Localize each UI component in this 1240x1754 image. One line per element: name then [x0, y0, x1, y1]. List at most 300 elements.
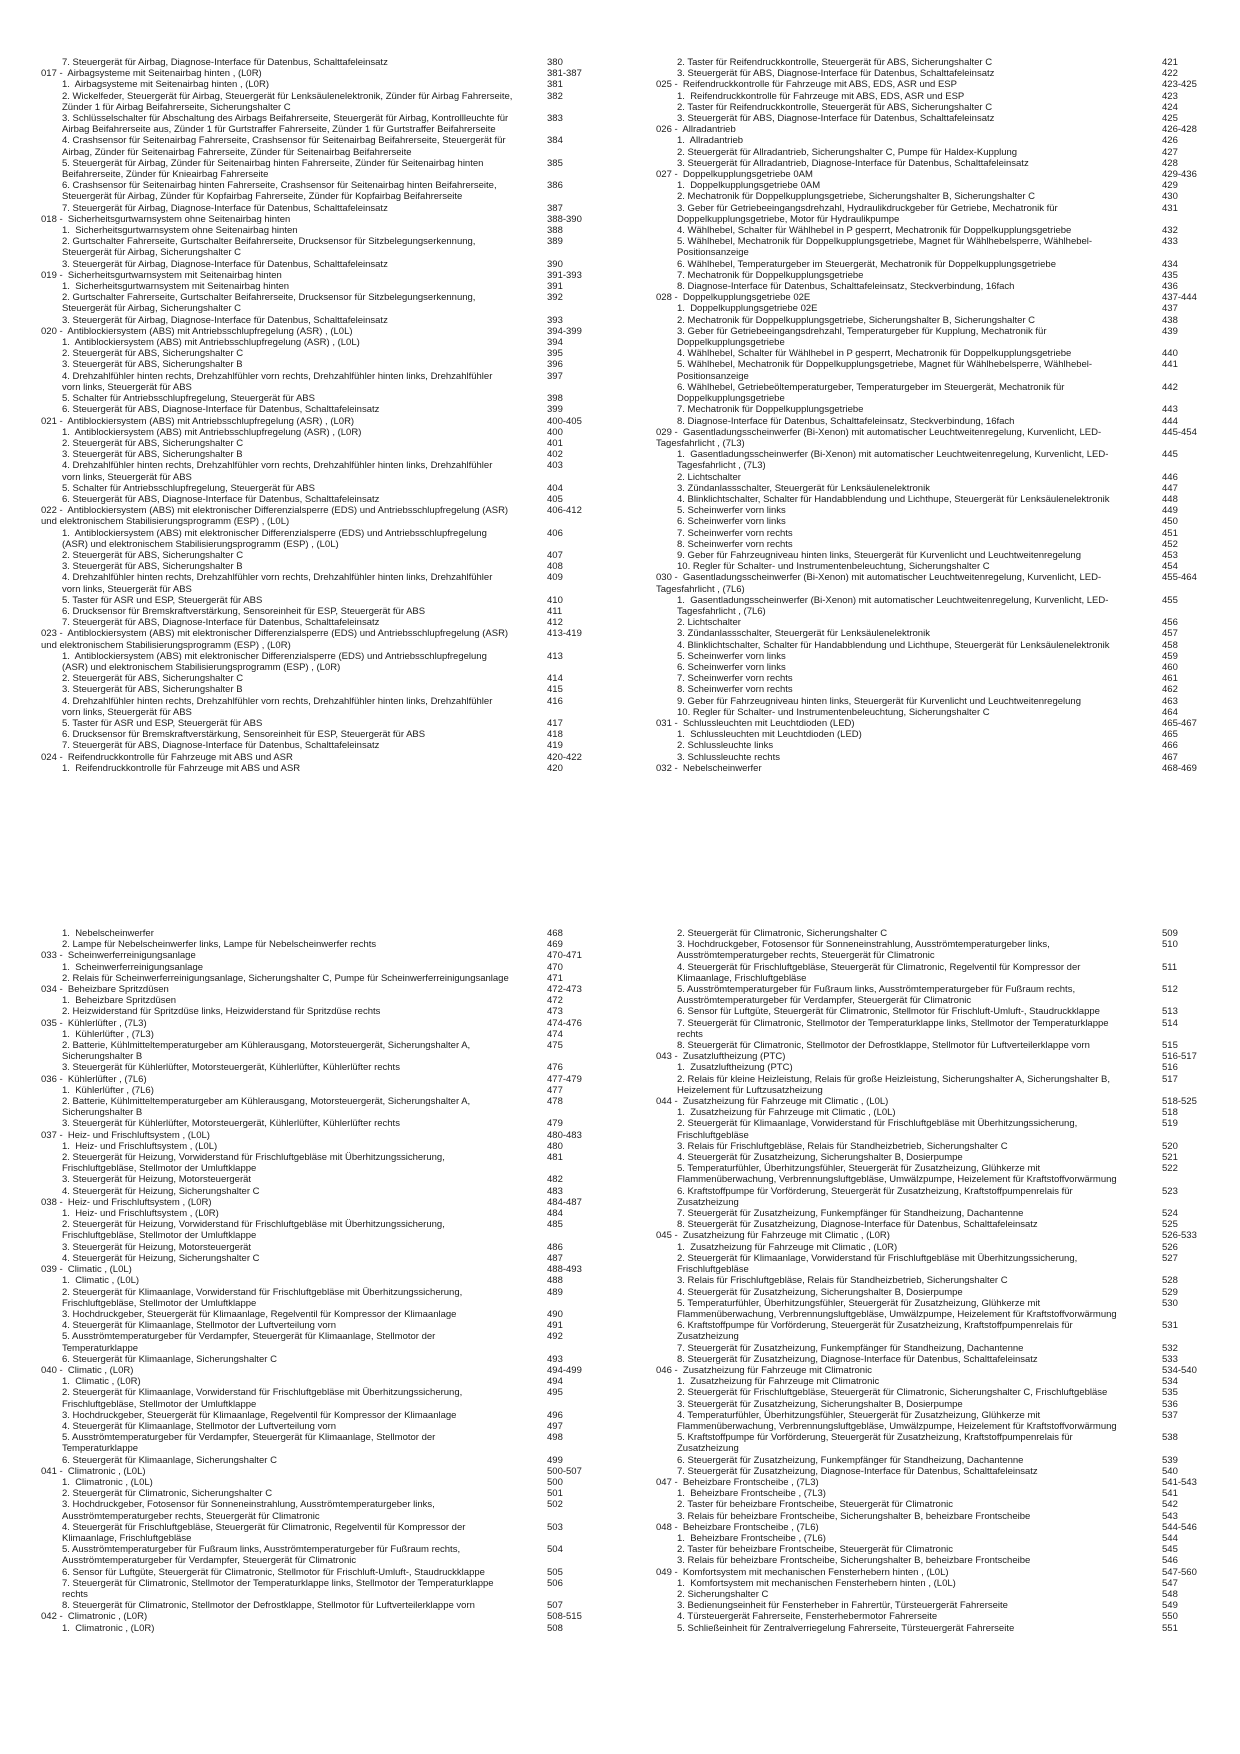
entry-text: 3. Bedienungseinheit für Fensterheber in Fahrertür, Türsteuergerät Fahrerseite	[677, 1600, 1008, 1612]
entry-page-number: 450	[1162, 516, 1178, 528]
entry-page-number: 536	[1162, 1398, 1178, 1410]
index-item-entry	[41, 1578, 603, 1600]
index-column-bottom-right	[656, 928, 1218, 1634]
index-item-entry	[41, 158, 603, 180]
index-section-entry	[656, 169, 1218, 180]
entry-page-number: 398	[547, 393, 563, 405]
entry-text: 2. Relais für Scheinwerferreinigungsanlage, Sicherungshalter C, Pumpe für Scheinwerferreinigungsanlage	[62, 972, 509, 984]
entry-page-number: 423-425	[1162, 79, 1197, 91]
index-item-entry	[41, 696, 603, 718]
entry-page-number: 475	[547, 1040, 563, 1052]
entry-text: 1. Heiz- und Frischluftsystem , (L0R)	[62, 1208, 219, 1220]
entry-text: 1. Gasentladungsscheinwerfer (Bi-Xenon) mit automatischer Leuchtweitenregelung, Kurvenlicht, LED-Tagesfahrlicht , (7L6)	[677, 594, 1109, 617]
entry-text: 2. Taster für Reifendruckkontrolle, Steuergerät für ABS, Sicherungshalter C	[677, 57, 993, 68]
index-item-entry	[656, 528, 1218, 539]
index-section-entry	[656, 1365, 1218, 1376]
entry-page-number: 392	[547, 292, 563, 304]
entry-text: 1. Antiblockiersystem (ABS) mit elektronischer Differenzialsperre (EDS) und Antriebsschlupfregelung (ASR) und elektronischem Stabilisierungsprogramm (ESP) , (L0R)	[62, 650, 490, 673]
index-item-entry	[41, 595, 603, 606]
entry-text: 3. Hochdruckgeber, Fotosensor für Sonneneinstrahlung, Ausströmtemperaturgeber links, Ausströmtemperaturgeber rechts, Steuergerät für Climatronic	[677, 939, 1052, 962]
entry-page-number: 480	[547, 1140, 563, 1152]
index-item-entry	[656, 561, 1218, 572]
entry-page-number: 413	[547, 650, 563, 662]
index-item-entry	[656, 449, 1218, 471]
index-item-entry	[41, 225, 603, 236]
entry-text: 1. Reifendruckkontrolle für Fahrzeuge mit ABS und ASR	[62, 762, 301, 774]
entry-page-number: 389	[547, 236, 563, 248]
entry-page-number: 401	[547, 437, 563, 449]
entry-page-number: 480-483	[547, 1129, 582, 1141]
index-item-entry	[41, 1253, 603, 1264]
entry-text: 1. Antiblockiersystem (ABS) mit Antriebsschlupfregelung (ASR) , (L0R)	[62, 426, 362, 438]
entry-text: 7. Scheinwerfer vorn rechts	[677, 673, 793, 685]
index-item-entry	[41, 962, 603, 973]
index-item-entry	[656, 135, 1218, 146]
index-item-entry	[656, 472, 1218, 483]
entry-text: 7. Steuergerät für Climatronic, Stellmotor der Temperaturklappe links, Stellmotor der Temperaturklappe rechts	[62, 1577, 497, 1600]
entry-text: 3. Schlüsselschalter für Abschaltung des Airbags Beifahrerseite, Steuergerät für Airbag, Kontrollleuchte für Airbag Beifahrerseite aus, Zünder 1 für Gurtstraffer Fahrerseite, Zünder 1 für Gurtstraffer Beifahrerseite	[62, 113, 511, 136]
entry-text: 1. Scheinwerferreinigungsanlage	[62, 961, 204, 973]
entry-page-number: 522	[1162, 1163, 1178, 1175]
entry-text: 6. Kraftstoffpumpe für Vorförderung, Steuergerät für Zusatzheizung, Kraftstoffpumpenrelais für Zusatzheizung	[677, 1320, 1076, 1343]
entry-text: 034 - Beheizbare Spritzdüsen	[41, 984, 169, 996]
index-item-entry	[41, 236, 603, 258]
index-item-entry	[656, 1074, 1218, 1096]
entry-page-number: 541-543	[1162, 1476, 1197, 1488]
entry-page-number: 444	[1162, 415, 1178, 427]
entry-text: 2. Steuergerät für ABS, Sicherungshalter C	[62, 348, 244, 360]
entry-page-number: 410	[547, 594, 563, 606]
entry-text: 1. Zusatzheizung für Fahrzeuge mit Climatic , (L0L)	[677, 1107, 896, 1119]
index-item-entry	[656, 270, 1218, 281]
entry-page-number: 502	[547, 1499, 563, 1511]
entry-text: 8. Steuergerät für Zusatzheizung, Diagnose-Interface für Datenbus, Schalttafeleinsatz	[677, 1219, 1038, 1231]
entry-page-number: 455-464	[1162, 572, 1197, 584]
entry-page-number: 422	[1162, 68, 1178, 80]
entry-text: 2. Steuergerät für Klimaanlage, Vorwiderstand für Frischluftgebläse mit Überhitzungssicherung, Frischluftgebläse	[677, 1118, 1080, 1141]
entry-page-number: 479	[547, 1118, 563, 1130]
index-item-entry	[41, 1096, 603, 1118]
index-section-entry	[656, 124, 1218, 135]
entry-page-number: 457	[1162, 628, 1178, 640]
entry-page-number: 394	[547, 337, 563, 349]
entry-page-number: 411	[547, 605, 563, 617]
entry-page-number: 517	[1162, 1073, 1178, 1085]
entry-page-number: 509	[1162, 928, 1178, 939]
entry-text: 2. Steuergerät für Klimaanlage, Vorwiderstand für Frischluftgebläse mit Überhitzungssicherung, Frischluftgebläse, Stellmotor der Umluftklappe	[62, 1286, 465, 1309]
entry-text: 7. Steuergerät für ABS, Diagnose-Interface für Datenbus, Schalttafeleinsatz	[62, 617, 380, 629]
entry-text: 4. Steuergerät für Heizung, Sicherungshalter C	[62, 1252, 260, 1264]
entry-page-number: 477-479	[547, 1073, 582, 1085]
entry-page-number: 507	[547, 1600, 563, 1612]
entry-text: 1. Heiz- und Frischluftsystem , (L0L)	[62, 1140, 218, 1152]
entry-text: 019 - Sicherheitsgurtwarnsystem mit Seitenairbag hinten	[41, 269, 282, 281]
entry-text: 049 - Komfortsystem mit mechanischen Fensterhebern hinten , (L0L)	[656, 1566, 949, 1578]
index-item-entry	[656, 1343, 1218, 1354]
index-item-entry	[41, 1567, 603, 1578]
index-item-entry	[656, 1320, 1218, 1342]
index-item-entry	[41, 1186, 603, 1197]
entry-page-number: 442	[1162, 381, 1178, 393]
entry-page-number: 524	[1162, 1208, 1178, 1220]
entry-text: 1. Komfortsystem mit mechanischen Fensterhebern hinten , (L0L)	[677, 1577, 956, 1589]
index-item-entry	[656, 984, 1218, 1006]
index-item-entry	[41, 460, 603, 482]
entry-text: 2. Gurtschalter Fahrerseite, Gurtschalter Beifahrerseite, Drucksensor für Sitzbelegungserkennung, Steuergerät für Airbag, Sicherungshalter C	[62, 292, 479, 315]
entry-text: 10. Regler für Schalter- und Instrumentenbeleuchtung, Sicherungshalter C	[677, 561, 990, 573]
entry-text: 3. Steuergerät für Kühlerlüfter, Motorsteuergerät, Kühlerlüfter, Kühlerlüfter rechts	[62, 1118, 400, 1130]
index-item-entry	[41, 1006, 603, 1017]
index-item-entry	[656, 740, 1218, 751]
entry-text: 6. Steuergerät für Klimaanlage, Sicherungshalter C	[62, 1353, 277, 1365]
entry-page-number: 382	[547, 90, 563, 102]
entry-text: 1. Antiblockiersystem (ABS) mit Antriebsschlupfregelung (ASR) , (L0L)	[62, 337, 360, 349]
entry-page-number: 427	[1162, 146, 1178, 158]
entry-page-number: 497	[547, 1420, 563, 1432]
entry-page-number: 492	[547, 1331, 563, 1343]
entry-text: 8. Steuergerät für Climatronic, Stellmotor der Defrostklappe, Stellmotor für Luftverteilerklappe vorn	[62, 1600, 475, 1612]
index-item-entry	[41, 180, 603, 202]
entry-text: 4. Wählhebel, Schalter für Wählhebel in P gesperrt, Mechatronik für Doppelkupplungsgetriebe	[677, 348, 1072, 360]
index-item-entry	[656, 550, 1218, 561]
entry-page-number: 547-560	[1162, 1566, 1197, 1578]
index-item-entry	[656, 1253, 1218, 1275]
entry-page-number: 539	[1162, 1454, 1178, 1466]
index-item-entry	[41, 1118, 603, 1129]
index-item-entry	[656, 1555, 1218, 1566]
entry-text: 3. Hochdruckgeber, Steuergerät für Klimaanlage, Regelventil für Kompressor der Klimaanlage	[62, 1308, 457, 1320]
entry-page-number: 388-390	[547, 213, 582, 225]
entry-page-number: 466	[1162, 740, 1178, 752]
index-item-entry	[41, 393, 603, 404]
entry-page-number: 424	[1162, 101, 1178, 113]
index-item-entry	[656, 539, 1218, 550]
entry-page-number: 404	[547, 482, 563, 494]
index-item-entry	[656, 939, 1218, 961]
index-item-entry	[41, 337, 603, 348]
index-item-entry	[41, 606, 603, 617]
entry-text: 6. Steuergerät für Klimaanlage, Sicherungshalter C	[62, 1454, 277, 1466]
entry-text: 032 - Nebelscheinwerfer	[656, 762, 762, 774]
entry-text: 2. Steuergerät für Climatronic, Sicherungshalter C	[677, 928, 888, 939]
index-item-entry	[41, 740, 603, 751]
index-item-entry	[656, 595, 1218, 617]
entry-text: 1. Nebelscheinwerfer	[62, 928, 154, 939]
entry-text: 039 - Climatic , (L0L)	[41, 1264, 132, 1276]
entry-page-number: 491	[547, 1320, 563, 1332]
entry-text: 1. Airbagsysteme mit Seitenairbag hinten , (L0R)	[62, 79, 269, 91]
entry-text: 042 - Climatronic , (L0R)	[41, 1611, 148, 1623]
entry-text: 9. Geber für Fahrzeugniveau hinten links, Steuergerät für Kurvenlicht und Leuchtweitenregelung	[677, 549, 1081, 561]
entry-text: 10. Regler für Schalter- und Instrumentenbeleuchtung, Sicherungshalter C	[677, 706, 990, 718]
index-item-entry	[41, 684, 603, 695]
entry-page-number: 474-476	[547, 1017, 582, 1029]
entry-text: 5. Schließeinheit für Zentralverriegelung Fahrerseite, Türsteuergerät Fahrerseite	[677, 1622, 1015, 1634]
index-item-entry	[656, 1219, 1218, 1230]
index-section-entry	[41, 326, 603, 337]
index-item-entry	[41, 1410, 603, 1421]
entry-text: 020 - Antiblockiersystem (ABS) mit Antriebsschlupfregelung (ASR) , (L0L)	[41, 325, 353, 337]
entry-text: 6. Scheinwerfer vorn links	[677, 661, 786, 673]
entry-page-number: 440	[1162, 348, 1178, 360]
index-section-entry	[41, 505, 603, 527]
index-item-entry	[656, 1488, 1218, 1499]
entry-page-number: 534	[1162, 1376, 1178, 1388]
index-section-entry	[656, 572, 1218, 594]
entry-text: 4. Crashsensor für Seitenairbag Fahrerseite, Crashsensor für Seitenairbag Beifahrerseite, Steuergerät für Airbag, Zünder für Seitenairbag Fahrerseite, Zünder für Seitenairbag Beifahrerseite	[62, 135, 508, 158]
entry-page-number: 531	[1162, 1320, 1178, 1332]
entry-page-number: 520	[1162, 1140, 1178, 1152]
entry-page-number: 485	[547, 1219, 563, 1231]
entry-text: 3. Schlussleuchte rechts	[677, 751, 780, 763]
index-item-entry	[41, 449, 603, 460]
entry-page-number: 462	[1162, 684, 1178, 696]
entry-text: 3. Steuergerät für Airbag, Diagnose-Interface für Datenbus, Schalttafeleinsatz	[62, 314, 388, 326]
entry-text: 4. Steuergerät für Klimaanlage, Stellmotor der Luftverteilung vorn	[62, 1320, 337, 1332]
index-item-entry	[656, 1623, 1218, 1634]
entry-page-number: 448	[1162, 493, 1178, 505]
index-item-entry	[656, 147, 1218, 158]
entry-page-number: 430	[1162, 191, 1178, 203]
entry-text: 5. Schalter für Antriebsschlupfregelung, Steuergerät für ABS	[62, 482, 315, 494]
entry-page-number: 460	[1162, 661, 1178, 673]
entry-page-number: 453	[1162, 549, 1178, 561]
index-item-entry	[656, 1040, 1218, 1051]
index-item-entry	[41, 1152, 603, 1174]
entry-page-number: 500-507	[547, 1465, 582, 1477]
index-section-entry	[656, 427, 1218, 449]
index-item-entry	[41, 1141, 603, 1152]
entry-page-number: 419	[547, 740, 563, 752]
index-section-entry	[656, 1096, 1218, 1107]
index-item-entry	[656, 1208, 1218, 1219]
entry-text: 3. Zündanlassschalter, Steuergerät für Lenksäulenelektronik	[677, 482, 930, 494]
entry-text: 6. Scheinwerfer vorn links	[677, 516, 786, 528]
entry-page-number: 476	[547, 1062, 563, 1074]
entry-text: 2. Heizwiderstand für Spritzdüse links, Heizwiderstand für Spritzdüse rechts	[62, 1006, 381, 1018]
index-item-entry	[656, 1511, 1218, 1522]
index-item-entry	[41, 259, 603, 270]
entry-page-number: 463	[1162, 695, 1178, 707]
index-section-entry	[41, 270, 603, 281]
index-item-entry	[41, 1477, 603, 1488]
entry-page-number: 503	[547, 1521, 563, 1533]
index-section-entry	[41, 1197, 603, 1208]
entry-page-number: 391	[547, 281, 563, 293]
entry-page-number: 385	[547, 157, 563, 169]
index-item-entry	[41, 1174, 603, 1185]
index-item-entry	[41, 1544, 603, 1566]
entry-page-number: 537	[1162, 1409, 1178, 1421]
entry-page-number: 464	[1162, 706, 1178, 718]
entry-page-number: 395	[547, 348, 563, 360]
entry-text: 5. Ausströmtemperaturgeber für Verdampfer, Steuergerät für Klimaanlage, Stellmotor der Temperaturklappe	[62, 1331, 438, 1354]
entry-page-number: 474	[547, 1028, 563, 1040]
index-item-entry	[41, 57, 603, 68]
entry-text: 6. Sensor für Luftgüte, Steuergerät für Climatronic, Stellmotor für Frischluft-Umluft-, Staudruckklappe	[677, 1006, 1100, 1018]
entry-text: 2. Steuergerät für Allradantrieb, Sicherungshalter C, Pumpe für Haldex-Kupplung	[677, 146, 1018, 158]
entry-text: 3. Steuergerät für Allradantrieb, Diagnose-Interface für Datenbus, Schalttafeleinsatz	[677, 157, 1029, 169]
index-item-entry	[656, 1376, 1218, 1387]
entry-text: 5. Ausströmtemperaturgeber für Fußraum links, Ausströmtemperaturgeber für Fußraum rechts, Ausströmtemperaturgeber für Verdampfer, Steuergerät für Climatronic	[62, 1544, 463, 1567]
entry-text: 5. Taster für ASR und ESP, Steuergerät für ABS	[62, 717, 263, 729]
index-item-entry	[41, 729, 603, 740]
entry-text: 5. Schalter für Antriebsschlupfregelung, Steuergerät für ABS	[62, 393, 315, 405]
entry-text: 3. Steuergerät für Airbag, Diagnose-Interface für Datenbus, Schalttafeleinsatz	[62, 258, 388, 270]
index-item-entry	[656, 180, 1218, 191]
index-item-entry	[656, 1578, 1218, 1589]
entry-text: 2. Batterie, Kühlmitteltemperaturgeber am Kühlerausgang, Motorsteuergerät, Sicherungshalter A, Sicherungshalter B	[62, 1040, 473, 1063]
entry-page-number: 544-546	[1162, 1521, 1197, 1533]
index-section-entry	[656, 292, 1218, 303]
index-item-entry	[41, 1623, 603, 1634]
index-item-entry	[656, 1118, 1218, 1140]
entry-page-number: 429	[1162, 180, 1178, 192]
index-item-entry	[656, 1399, 1218, 1410]
entry-page-number: 416	[547, 695, 563, 707]
index-section-entry	[656, 1051, 1218, 1062]
index-item-entry	[41, 973, 603, 984]
entry-text: 045 - Zusatzheizung für Fahrzeuge mit Climatic , (L0R)	[656, 1230, 890, 1242]
index-item-entry	[656, 1152, 1218, 1163]
entry-page-number: 445-454	[1162, 426, 1197, 438]
entry-text: 023 - Antiblockiersystem (ABS) mit elektronischer Differenzialsperre (EDS) und Antriebsschlupfregelung (ASR) und elektronischem Stabilisierungsprogramm (ESP) , (L0R)	[41, 628, 511, 651]
entry-text: 1. Climatronic , (L0R)	[62, 1622, 155, 1634]
entry-page-number: 511	[1162, 961, 1178, 973]
index-item-entry	[656, 752, 1218, 763]
entry-text: 4. Temperaturfühler, Überhitzungsfühler, Steuergerät für Zusatzheizung, Glühkerze mit Flammenüberwachung, Verbrennungsluftgebläse, Umwälzpumpe, Heizelement für Kraftstoffvorwärmung	[677, 1409, 1117, 1432]
entry-text: 3. Geber für Getriebeeingangsdrehzahl, Temperaturgeber für Kupplung, Mechatronik für Doppelkupplungsgetriebe	[677, 325, 1050, 349]
entry-text: 5. Temperaturfühler, Überhitzungsfühler, Steuergerät für Zusatzheizung, Glühkerze mit Flammenüberwachung, Verbrennungsluftgebläse, Umwälzpumpe, Heizelement für Kraftstoffvorwärmung	[677, 1297, 1117, 1320]
entry-page-number: 516	[1162, 1062, 1178, 1074]
index-item-entry	[41, 572, 603, 594]
index-item-entry	[41, 550, 603, 561]
entry-text: 5. Scheinwerfer vorn links	[677, 650, 786, 662]
entry-text: 031 - Schlussleuchten mit Leuchtdioden (LED)	[656, 717, 855, 729]
entry-text: 2. Lampe für Nebelscheinwerfer links, Lampe für Nebelscheinwerfer rechts	[62, 939, 377, 951]
entry-text: 2. Gurtschalter Fahrerseite, Gurtschalter Beifahrerseite, Drucksensor für Sitzbelegungserkennung, Steuergerät für Airbag, Sicherungshalter C	[62, 236, 479, 259]
entry-page-number: 540	[1162, 1465, 1178, 1477]
index-item-entry	[41, 1085, 603, 1096]
index-item-entry	[656, 1062, 1218, 1073]
entry-page-number: 519	[1162, 1118, 1178, 1130]
entry-page-number: 447	[1162, 482, 1178, 494]
entry-page-number: 487	[547, 1252, 563, 1264]
entry-text: 1. Beheizbare Frontscheibe , (7L3)	[677, 1488, 826, 1500]
index-item-entry	[656, 696, 1218, 707]
entry-text: 8. Steuergerät für Zusatzheizung, Diagnose-Interface für Datenbus, Schalttafeleinsatz	[677, 1353, 1038, 1365]
entry-text: 037 - Heiz- und Frischluftsystem , (L0L)	[41, 1129, 210, 1141]
entry-page-number: 532	[1162, 1342, 1178, 1354]
entry-text: 4. Drehzahlfühler hinten rechts, Drehzahlfühler vorn rechts, Drehzahlfühler hinten links, Drehzahlfühler vorn links, Steuergerät für ABS	[62, 572, 495, 595]
entry-page-number: 414	[547, 673, 563, 685]
index-item-entry	[656, 651, 1218, 662]
index-item-entry	[656, 1455, 1218, 1466]
index-item-entry	[656, 191, 1218, 202]
index-item-entry	[656, 1275, 1218, 1286]
entry-text: 2. Steuergerät für Frischluftgebläse, Steuergerät für Climatronic, Sicherungshalter C, Frischluftgebläse	[677, 1387, 1108, 1399]
index-item-entry	[656, 1544, 1218, 1555]
entry-text: 029 - Gasentladungsscheinwerfer (Bi-Xenon) mit automatischer Leuchtweitenregelung, Kurvenlicht, LED-Tagesfahrlicht , (7L3)	[656, 426, 1102, 449]
index-item-entry	[41, 1320, 603, 1331]
index-column-bottom-left	[41, 928, 603, 1634]
index-section-entry	[41, 1466, 603, 1477]
index-section-entry	[656, 1567, 1218, 1578]
index-item-entry	[41, 1287, 603, 1309]
entry-page-number: 454	[1162, 561, 1178, 573]
entry-text: 036 - Kühlerlüfter , (7L6)	[41, 1073, 147, 1085]
index-item-entry	[656, 628, 1218, 639]
index-column-top-right	[656, 57, 1218, 774]
entry-page-number: 551	[1162, 1622, 1178, 1634]
entry-text: 2. Steuergerät für ABS, Sicherungshalter C	[62, 549, 244, 561]
index-item-entry	[656, 505, 1218, 516]
entry-page-number: 388	[547, 225, 563, 237]
index-item-entry	[656, 281, 1218, 292]
index-item-entry	[656, 684, 1218, 695]
entry-page-number: 380	[547, 57, 563, 68]
entry-page-number: 477	[547, 1084, 563, 1096]
entry-text: 2. Steuergerät für Climatronic, Sicherungshalter C	[62, 1488, 273, 1500]
entry-text: 2. Lichtschalter	[677, 617, 741, 629]
entry-page-number: 425	[1162, 113, 1178, 125]
entry-page-number: 429-436	[1162, 169, 1197, 181]
entry-text: 035 - Kühlerlüfter , (7L3)	[41, 1017, 147, 1029]
entry-text: 3. Relais für Frischluftgebläse, Relais für Standheizbetrieb, Sicherungshalter C	[677, 1275, 1008, 1287]
entry-text: 7. Steuergerät für Zusatzheizung, Diagnose-Interface für Datenbus, Schalttafeleinsatz	[677, 1465, 1038, 1477]
entry-text: 038 - Heiz- und Frischluftsystem , (L0R)	[41, 1196, 212, 1208]
entry-page-number: 490	[547, 1308, 563, 1320]
index-item-entry	[41, 1455, 603, 1466]
entry-page-number: 493	[547, 1353, 563, 1365]
entry-text: 5. Wählhebel, Mechatronik für Doppelkupplungsgetriebe, Magnet für Wählhebelsperre, Wählhebel-Positionsanzeige	[677, 236, 1093, 259]
index-item-entry	[656, 203, 1218, 225]
entry-page-number: 483	[547, 1185, 563, 1197]
entry-text: 8. Scheinwerfer vorn rechts	[677, 538, 793, 550]
index-item-entry	[41, 995, 603, 1006]
entry-page-number: 405	[547, 493, 563, 505]
entry-text: 5. Scheinwerfer vorn links	[677, 505, 786, 517]
index-item-entry	[656, 1141, 1218, 1152]
index-item-entry	[656, 1107, 1218, 1118]
entry-text: 2. Relais für kleine Heizleistung, Relais für große Heizleistung, Sicherungshalter A, Sicherungshalter B, Heizelement für Luftzusatzheizung	[677, 1073, 1113, 1096]
entry-text: 025 - Reifendruckkontrolle für Fahrzeuge mit ABS, EDS, ASR und ESP	[656, 79, 957, 91]
entry-text: 1. Sicherheitsgurtwarnsystem ohne Seitenairbag hinten	[62, 225, 298, 237]
entry-page-number: 513	[1162, 1006, 1178, 1018]
entry-text: 6. Crashsensor für Seitenairbag hinten Fahrerseite, Crashsensor für Seitenairbag hinten Beifahrerseite, Steuergerät für Airbag, Zünder für Kopfairbag Fahrerseite, Zünder für Kopfairbag Beifahrerseite	[62, 180, 500, 203]
entry-text: 1. Kühlerlüfter , (7L6)	[62, 1084, 154, 1096]
entry-page-number: 529	[1162, 1286, 1178, 1298]
entry-text: 3. Steuergerät für ABS, Sicherungshalter B	[62, 449, 243, 461]
entry-text: 4. Steuergerät für Heizung, Sicherungshalter C	[62, 1185, 260, 1197]
entry-text: 7. Steuergerät für Airbag, Diagnose-Interface für Datenbus, Schalttafeleinsatz	[62, 202, 388, 214]
entry-text: 3. Steuergerät für Heizung, Motorsteuergerät	[62, 1241, 252, 1253]
index-item-entry	[656, 236, 1218, 258]
index-item-entry	[656, 404, 1218, 415]
index-section-entry	[41, 68, 603, 79]
entry-text: 7. Steuergerät für ABS, Diagnose-Interface für Datenbus, Schalttafeleinsatz	[62, 740, 380, 752]
index-item-entry	[41, 1331, 603, 1353]
entry-text: 044 - Zusatzheizung für Fahrzeuge mit Climatic , (L0L)	[656, 1096, 889, 1108]
index-item-entry	[41, 1432, 603, 1454]
index-section-entry	[656, 1522, 1218, 1533]
entry-text: 3. Zündanlassschalter, Steuergerät für Lenksäulenelektronik	[677, 628, 930, 640]
index-item-entry	[41, 1488, 603, 1499]
entry-page-number: 437	[1162, 303, 1178, 315]
entry-page-number: 386	[547, 180, 563, 192]
index-item-entry	[41, 528, 603, 550]
index-item-entry	[41, 1600, 603, 1611]
